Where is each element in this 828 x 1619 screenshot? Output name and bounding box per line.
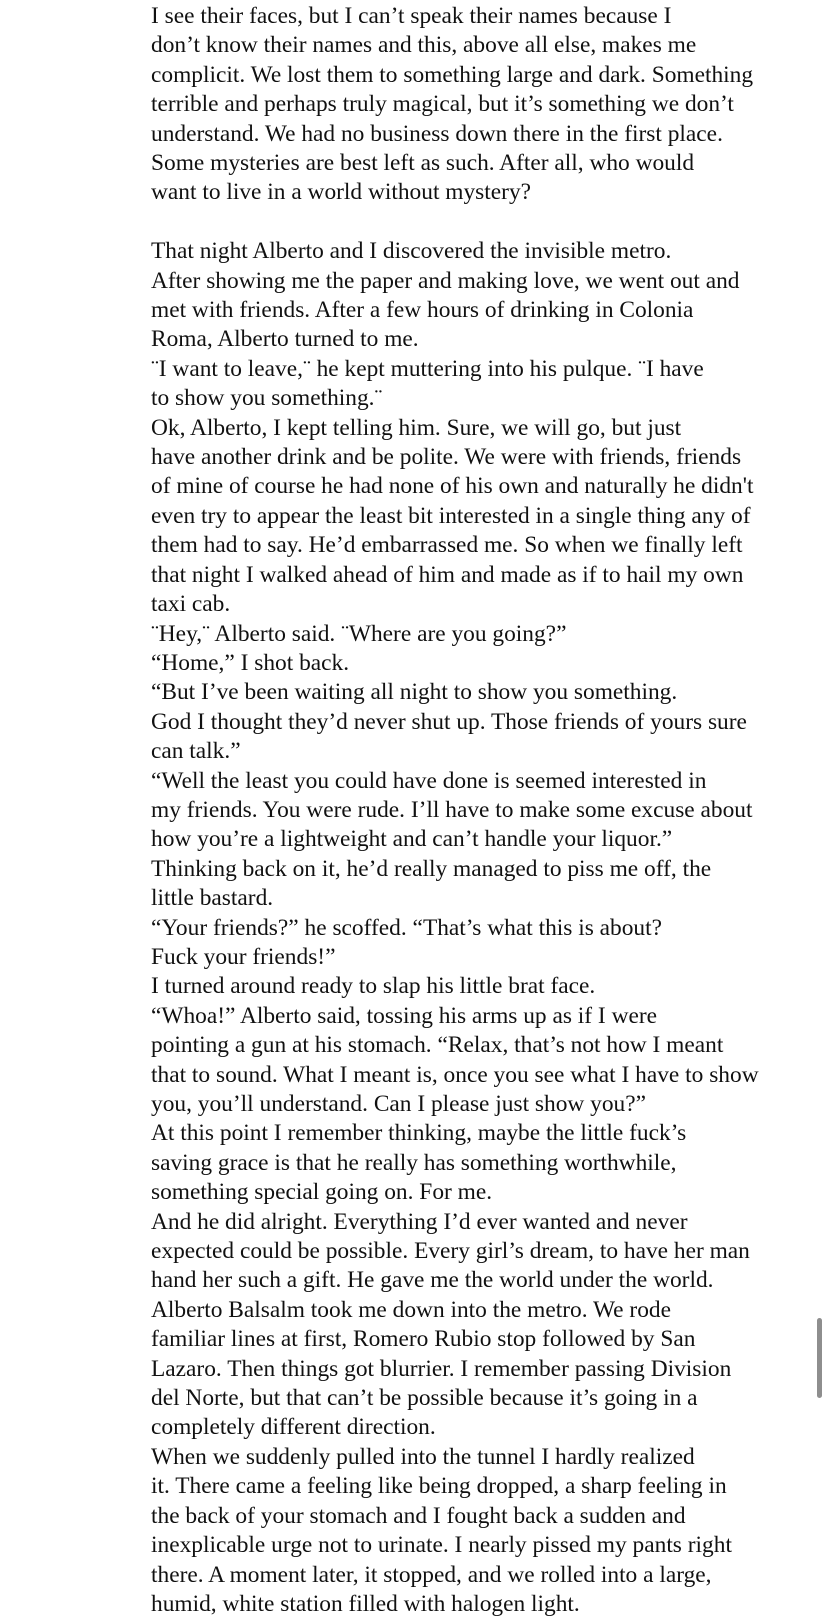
paragraph (100, 620, 760, 649)
paragraph (100, 678, 760, 766)
text-line: I turned around ready to slap his little brat face. (151, 973, 596, 1000)
text-line: them had to say. He’d embarrassed me. So when we finally left (151, 532, 743, 559)
paragraph (100, 414, 760, 620)
text-line: to show you something.¨ (151, 385, 383, 412)
text-line: inexplicable urge not to urinate. I nearly pissed my pants right (151, 1532, 732, 1559)
text-line: even try to appear the least bit interested in a single thing any of (151, 502, 751, 529)
text-line: little bastard. (151, 885, 274, 912)
text-line: terrible and perhaps truly magical, but it’s something we don’t (151, 91, 734, 118)
text-line: “Whoa!” Alberto said, tossing his arms up as if I were (151, 1002, 658, 1029)
text-line: God I thought they’d never shut up. Those friends of yours sure (151, 708, 747, 735)
text-line: Ok, Alberto, I kept telling him. Sure, we will go, but just (151, 414, 682, 441)
paragraph (100, 1296, 760, 1443)
text-line: I see their faces, but I can’t speak their names because I (151, 3, 672, 29)
paragraph (100, 1443, 760, 1619)
paragraph (100, 237, 760, 355)
text-line: At this point I remember thinking, maybe the little fuck’s (151, 1120, 687, 1147)
paragraph (100, 1208, 760, 1296)
text-line: familiar lines at first, Romero Rubio stop followed by San (151, 1326, 696, 1353)
text-line: That night Alberto and I discovered the invisible metro. (151, 238, 672, 265)
text-line: del Norte, but that can’t be possible because it’s going in a (151, 1385, 698, 1412)
text-line: of mine of course he had none of his own and naturally he didn't (151, 473, 754, 500)
text-line: it. There came a feeling like being dropped, a sharp feeling in (151, 1473, 727, 1500)
text-line: that night I walked ahead of him and made as if to hail my own (151, 561, 744, 588)
document-body (100, 2, 760, 1619)
text-line: the back of your stomach and I fought back a sudden and (151, 1502, 686, 1529)
text-line: expected could be possible. Every girl’s dream, to have her man (151, 1238, 750, 1265)
text-line: hand her such a gift. He gave me the world under the world. (151, 1267, 714, 1294)
text-line: When we suddenly pulled into the tunnel I hardly realized (151, 1443, 695, 1470)
paragraph (100, 1002, 760, 1120)
scrollbar-thumb[interactable] (817, 1318, 822, 1398)
text-line: can talk.” (151, 738, 241, 765)
text-line: Alberto Balsalm took me down into the metro. We rode (151, 1296, 671, 1323)
text-line: ¨Hey,¨ Alberto said. ¨Where are you going?” (151, 620, 567, 647)
paragraph (100, 149, 760, 208)
text-line: “Well the least you could have done is seemed interested in (151, 767, 707, 794)
paragraph (100, 972, 760, 1001)
text-line: complicit. We lost them to something large and dark. Something (151, 61, 754, 88)
text-line: Fuck your friends!” (151, 943, 336, 970)
paragraph (100, 355, 760, 414)
text-line: you, you’ll understand. Can I please just show you?” (151, 1091, 647, 1118)
text-line: completely different direction. (151, 1414, 436, 1441)
paragraph (100, 855, 760, 914)
paragraph (100, 649, 760, 678)
text-line: “Your friends?” he scoffed. “That’s what this is about? (151, 914, 663, 941)
paragraph (100, 914, 760, 973)
paragraph (100, 1119, 760, 1207)
text-line: ¨I want to leave,¨ he kept muttering into his pulque. ¨I have (151, 355, 704, 382)
text-line: don’t know their names and this, above all else, makes me (151, 32, 697, 59)
text-line: And he did alright. Everything I’d ever wanted and never (151, 1208, 688, 1235)
text-line: Roma, Alberto turned to me. (151, 326, 419, 353)
text-line: met with friends. After a few hours of drinking in Colonia (151, 297, 694, 324)
paragraph (100, 767, 760, 855)
paragraph (100, 2, 760, 149)
text-line: that to sound. What I meant is, once you see what I have to show (151, 1061, 759, 1088)
text-line: saving grace is that he really has something worthwhile, (151, 1149, 677, 1176)
text-line: humid, white station filled with halogen light. (151, 1590, 580, 1617)
text-line: Thinking back on it, he’d really managed to piss me off, the (151, 855, 712, 882)
section-break (100, 208, 760, 237)
text-line: After showing me the paper and making love, we went out and (151, 267, 740, 294)
text-line: have another drink and be polite. We were with friends, friends (151, 444, 742, 471)
text-line: Lazaro. Then things got blurrier. I remember passing Division (151, 1355, 732, 1382)
text-line: “But I’ve been waiting all night to show you something. (151, 679, 678, 706)
text-line: pointing a gun at his stomach. “Relax, that’s not how I meant (151, 1032, 724, 1059)
text-line: understand. We had no business down there in the first place. (151, 120, 723, 147)
text-line: how you’re a lightweight and can’t handle your liquor.” (151, 826, 673, 853)
text-line: taxi cab. (151, 591, 231, 618)
text-line: want to live in a world without mystery? (151, 179, 532, 206)
text-line: Some mysteries are best left as such. After all, who would (151, 150, 695, 177)
text-line: something special going on. For me. (151, 1179, 493, 1206)
text-line: there. A moment later, it stopped, and we rolled into a large, (151, 1561, 712, 1588)
text-line: my friends. You were rude. I’ll have to make some excuse about (151, 796, 753, 823)
text-line: “Home,” I shot back. (151, 649, 350, 676)
